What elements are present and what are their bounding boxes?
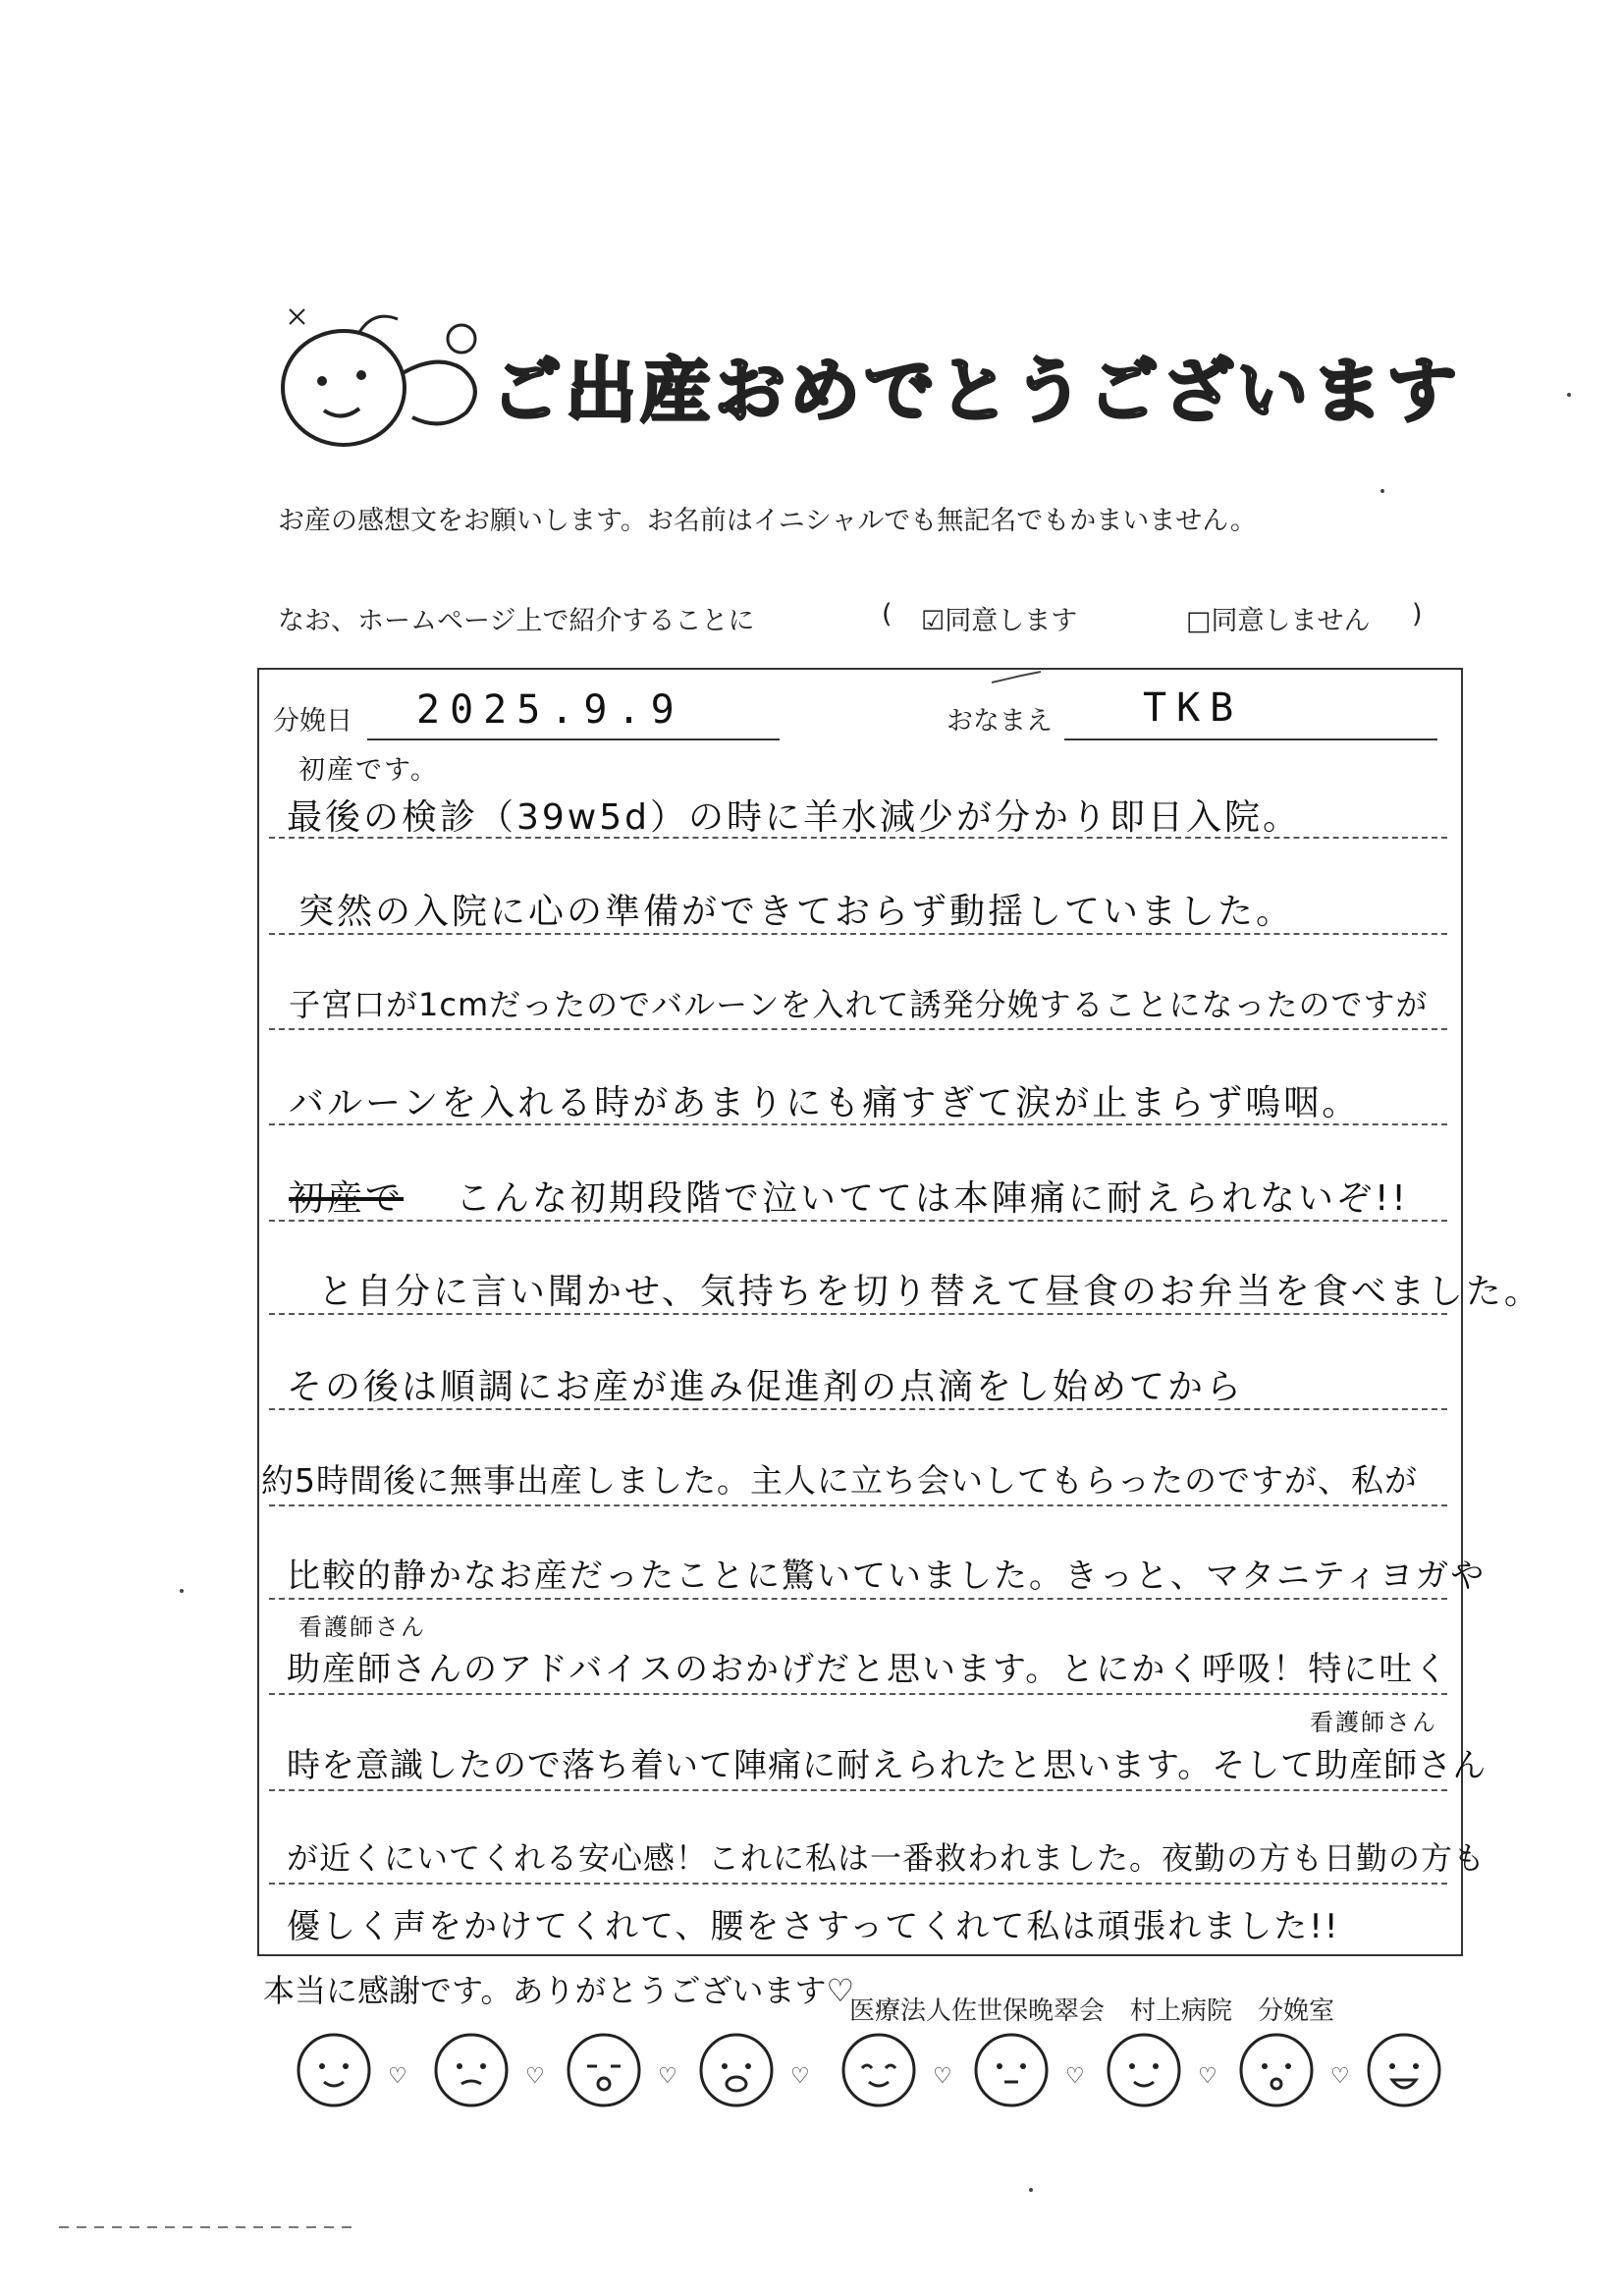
date-label: 分娩日 [273, 706, 352, 737]
consent-disagree-checkbox[interactable]: □同意しません [1186, 606, 1371, 636]
letter-line: 比較的静かなお産だったことに驚いていました。きっと、マタニティヨガや [287, 1557, 1487, 1596]
letter-line: 助産師さんのアドバイスのおかげだと思います。とにかく呼吸！特に吐く [287, 1650, 1450, 1689]
heart-icon: ♡ [388, 2064, 407, 2089]
struck-text: 初産で [289, 1178, 405, 1219]
instructions-text: お産の感想文をお願いします。お名前はイニシャルでも無記名でもかまいません。 [278, 506, 1257, 536]
consent-agree-checkbox[interactable]: ☑同意します [921, 606, 1078, 636]
letter-line: が近くにいてくれる安心感！これに私は一番救われました。夜勤の方も日勤の方も [287, 1839, 1487, 1877]
name-value[interactable]: TKB [1143, 685, 1244, 731]
letter-line: バルーンを入れる時があまりにも痛すぎて涙が止まらず嗚咽。 [289, 1083, 1361, 1123]
consent-prompt: なお、ホームページ上で紹介することに [278, 606, 755, 636]
heart-icon: ♡ [525, 2064, 545, 2089]
annotation-nurse-2: 看護師さん [1310, 1709, 1437, 1736]
consent-open-paren: ( [882, 599, 893, 629]
page-title: ご出産おめでとうございます [491, 350, 1462, 432]
heart-icon: ♡ [1065, 2064, 1085, 2089]
heart-icon: ♡ [658, 2064, 677, 2089]
heart-icon: ♡ [790, 2064, 810, 2089]
consent-close-paren: ) [1412, 599, 1423, 629]
letter-line: その後は順調にお産が進み促進剤の点滴をし始めてから [287, 1367, 1245, 1407]
letter-line: 初産です。 [298, 755, 439, 786]
date-value[interactable]: 2025.9.9 [416, 687, 684, 733]
annotation-nurse-1: 看護師さん [298, 1613, 426, 1641]
letter-line: こんな初期段階で泣いてては本陣痛に耐えられないぞ!! [456, 1178, 1409, 1219]
letter-line: と自分に言い聞かせ、気持ちを切り替えて昼食のお弁当を食べました。 [318, 1272, 1542, 1312]
letter-line: 優しく声をかけてくれて、腰をさすってくれて私は頑張れました!! [287, 1907, 1340, 1946]
letter-line: 時を意識したので落ち着いて陣痛に耐えられたと思います。そして助産師さん [287, 1746, 1488, 1785]
heart-icon: ♡ [1330, 2064, 1350, 2089]
heart-icon: ♡ [933, 2064, 952, 2089]
closing-message: 本当に感謝です。ありがとうございます♡ [263, 1972, 855, 2009]
letter-line: 突然の入院に心の準備ができておらず動揺していました。 [298, 892, 1295, 932]
heart-icon: ♡ [1198, 2064, 1217, 2089]
letter-line: 子宮口が1cmだったのでバルーンを入れて誘発分娩することになったのですが [289, 986, 1429, 1023]
letter-line: 約5時間後に無事出産しました。主人に立ち会いしてもらったのですが、私が [261, 1461, 1418, 1500]
letter-line: 最後の検診（39w5d）の時に羊水減少が分かり即日入院。 [287, 797, 1302, 838]
name-label: おなまえ [947, 706, 1053, 737]
hospital-name: 医療法人佐世保晩翠会 村上病院 分娩室 [849, 1996, 1335, 2026]
